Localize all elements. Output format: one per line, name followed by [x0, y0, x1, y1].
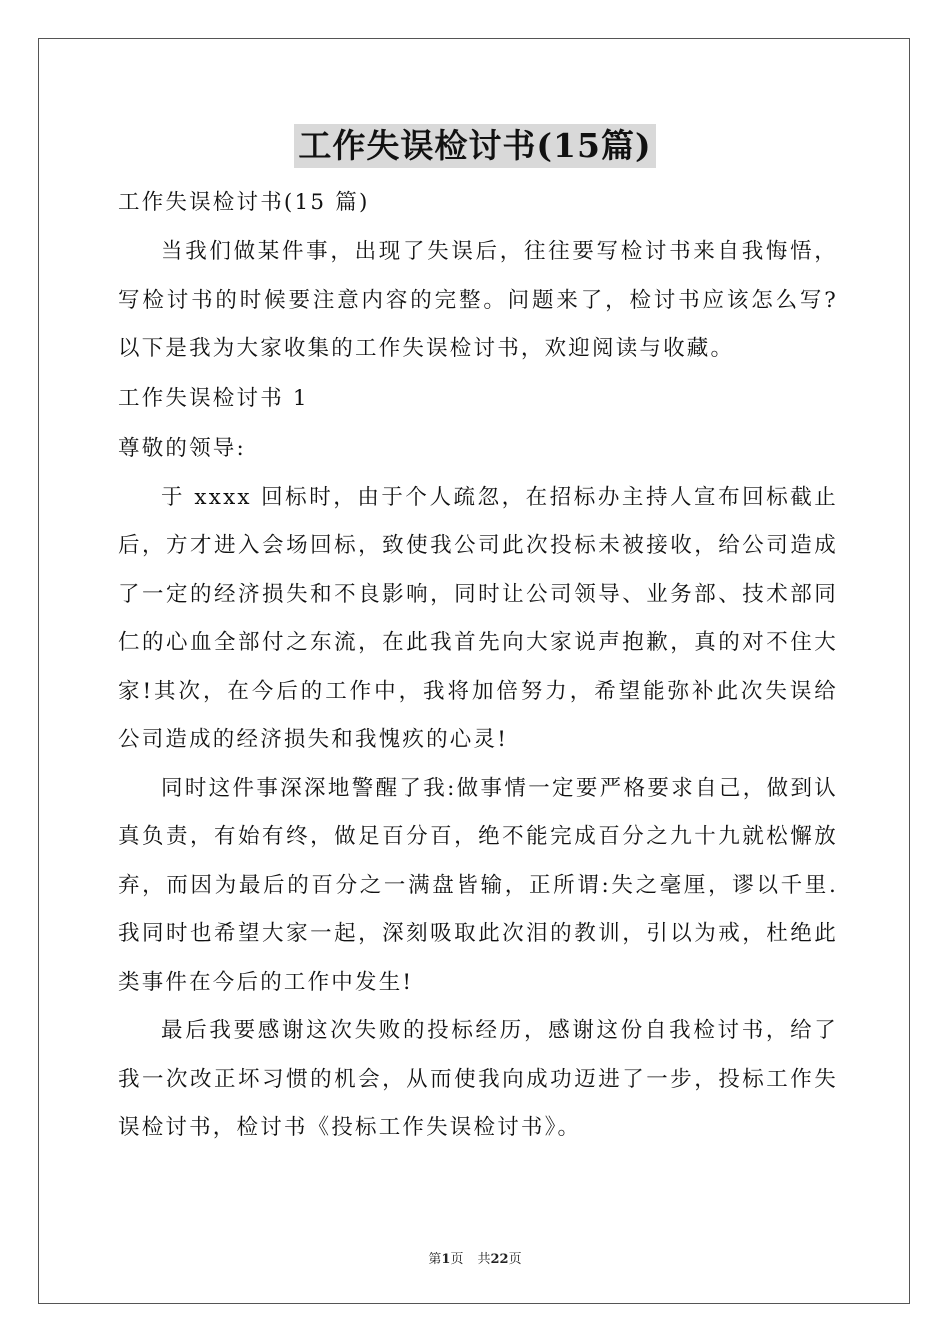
page-footer — [0, 1248, 950, 1267]
document-title-text: 工作失误检讨书(15篇) — [294, 124, 655, 168]
body-paragraph-2: 同时这件事深深地警醒了我:做事情一定要严格要求自己，做到认真负责，有始有终，做足百分百，绝不能完成百分之九十九就松懈放弃，而因为最后的百分之一满盘皆输，正所谓:失之毫厘，谬以千里.我同时也希望大家一起，深刻吸取此次泪的教训，引以为戒，杜绝此类事件在今后的工作中发生! — [118, 775, 838, 995]
total-pages: 22 — [490, 1252, 509, 1267]
total-prefix: 共 — [477, 1252, 491, 1267]
document-body — [118, 178, 838, 1153]
document-subtitle: 工作失误检讨书(15 篇) — [118, 190, 370, 215]
total-suffix: 页 — [508, 1252, 522, 1267]
intro-paragraph: 当我们做某件事，出现了失误后，往往要写检讨书来自我悔悟，写检讨书的时候要注意内容的完整。问题来了，检讨书应该怎么写?以下是我为大家收集的工作失误检讨书，欢迎阅读与收藏。 — [118, 239, 838, 361]
document-title — [0, 124, 950, 168]
body-paragraph-1: 于 xxxx 回标时，由于个人疏忽，在招标办主持人宣布回标截止后，方才进入会场回标，致使我公司此次投标未被接收，给公司造成了一定的经济损失和不良影响，同时让公司领导、业务部、技术部同仁的心血全部付之东流，在此我首先向大家说声抱歉，真的对不住大家!其次，在今后的工作中，我将加倍努力，希望能弥补此次失误给公司造成的经济损失和我愧疚的心灵! — [118, 484, 838, 752]
section-heading: 工作失误检讨书 1 — [118, 385, 309, 411]
body-paragraph-3: 最后我要感谢这次失败的投标经历，感谢这份自我检讨书，给了我一次改正坏习惯的机会，从而使我向成功迈进了一步，投标工作失误检讨书，检讨书《投标工作失误检讨书》。 — [118, 1018, 838, 1140]
page-prefix: 第 — [428, 1252, 442, 1267]
page-number: 1 — [441, 1252, 451, 1267]
page-suffix: 页 — [450, 1252, 464, 1267]
salutation: 尊敬的领导: — [118, 435, 246, 461]
